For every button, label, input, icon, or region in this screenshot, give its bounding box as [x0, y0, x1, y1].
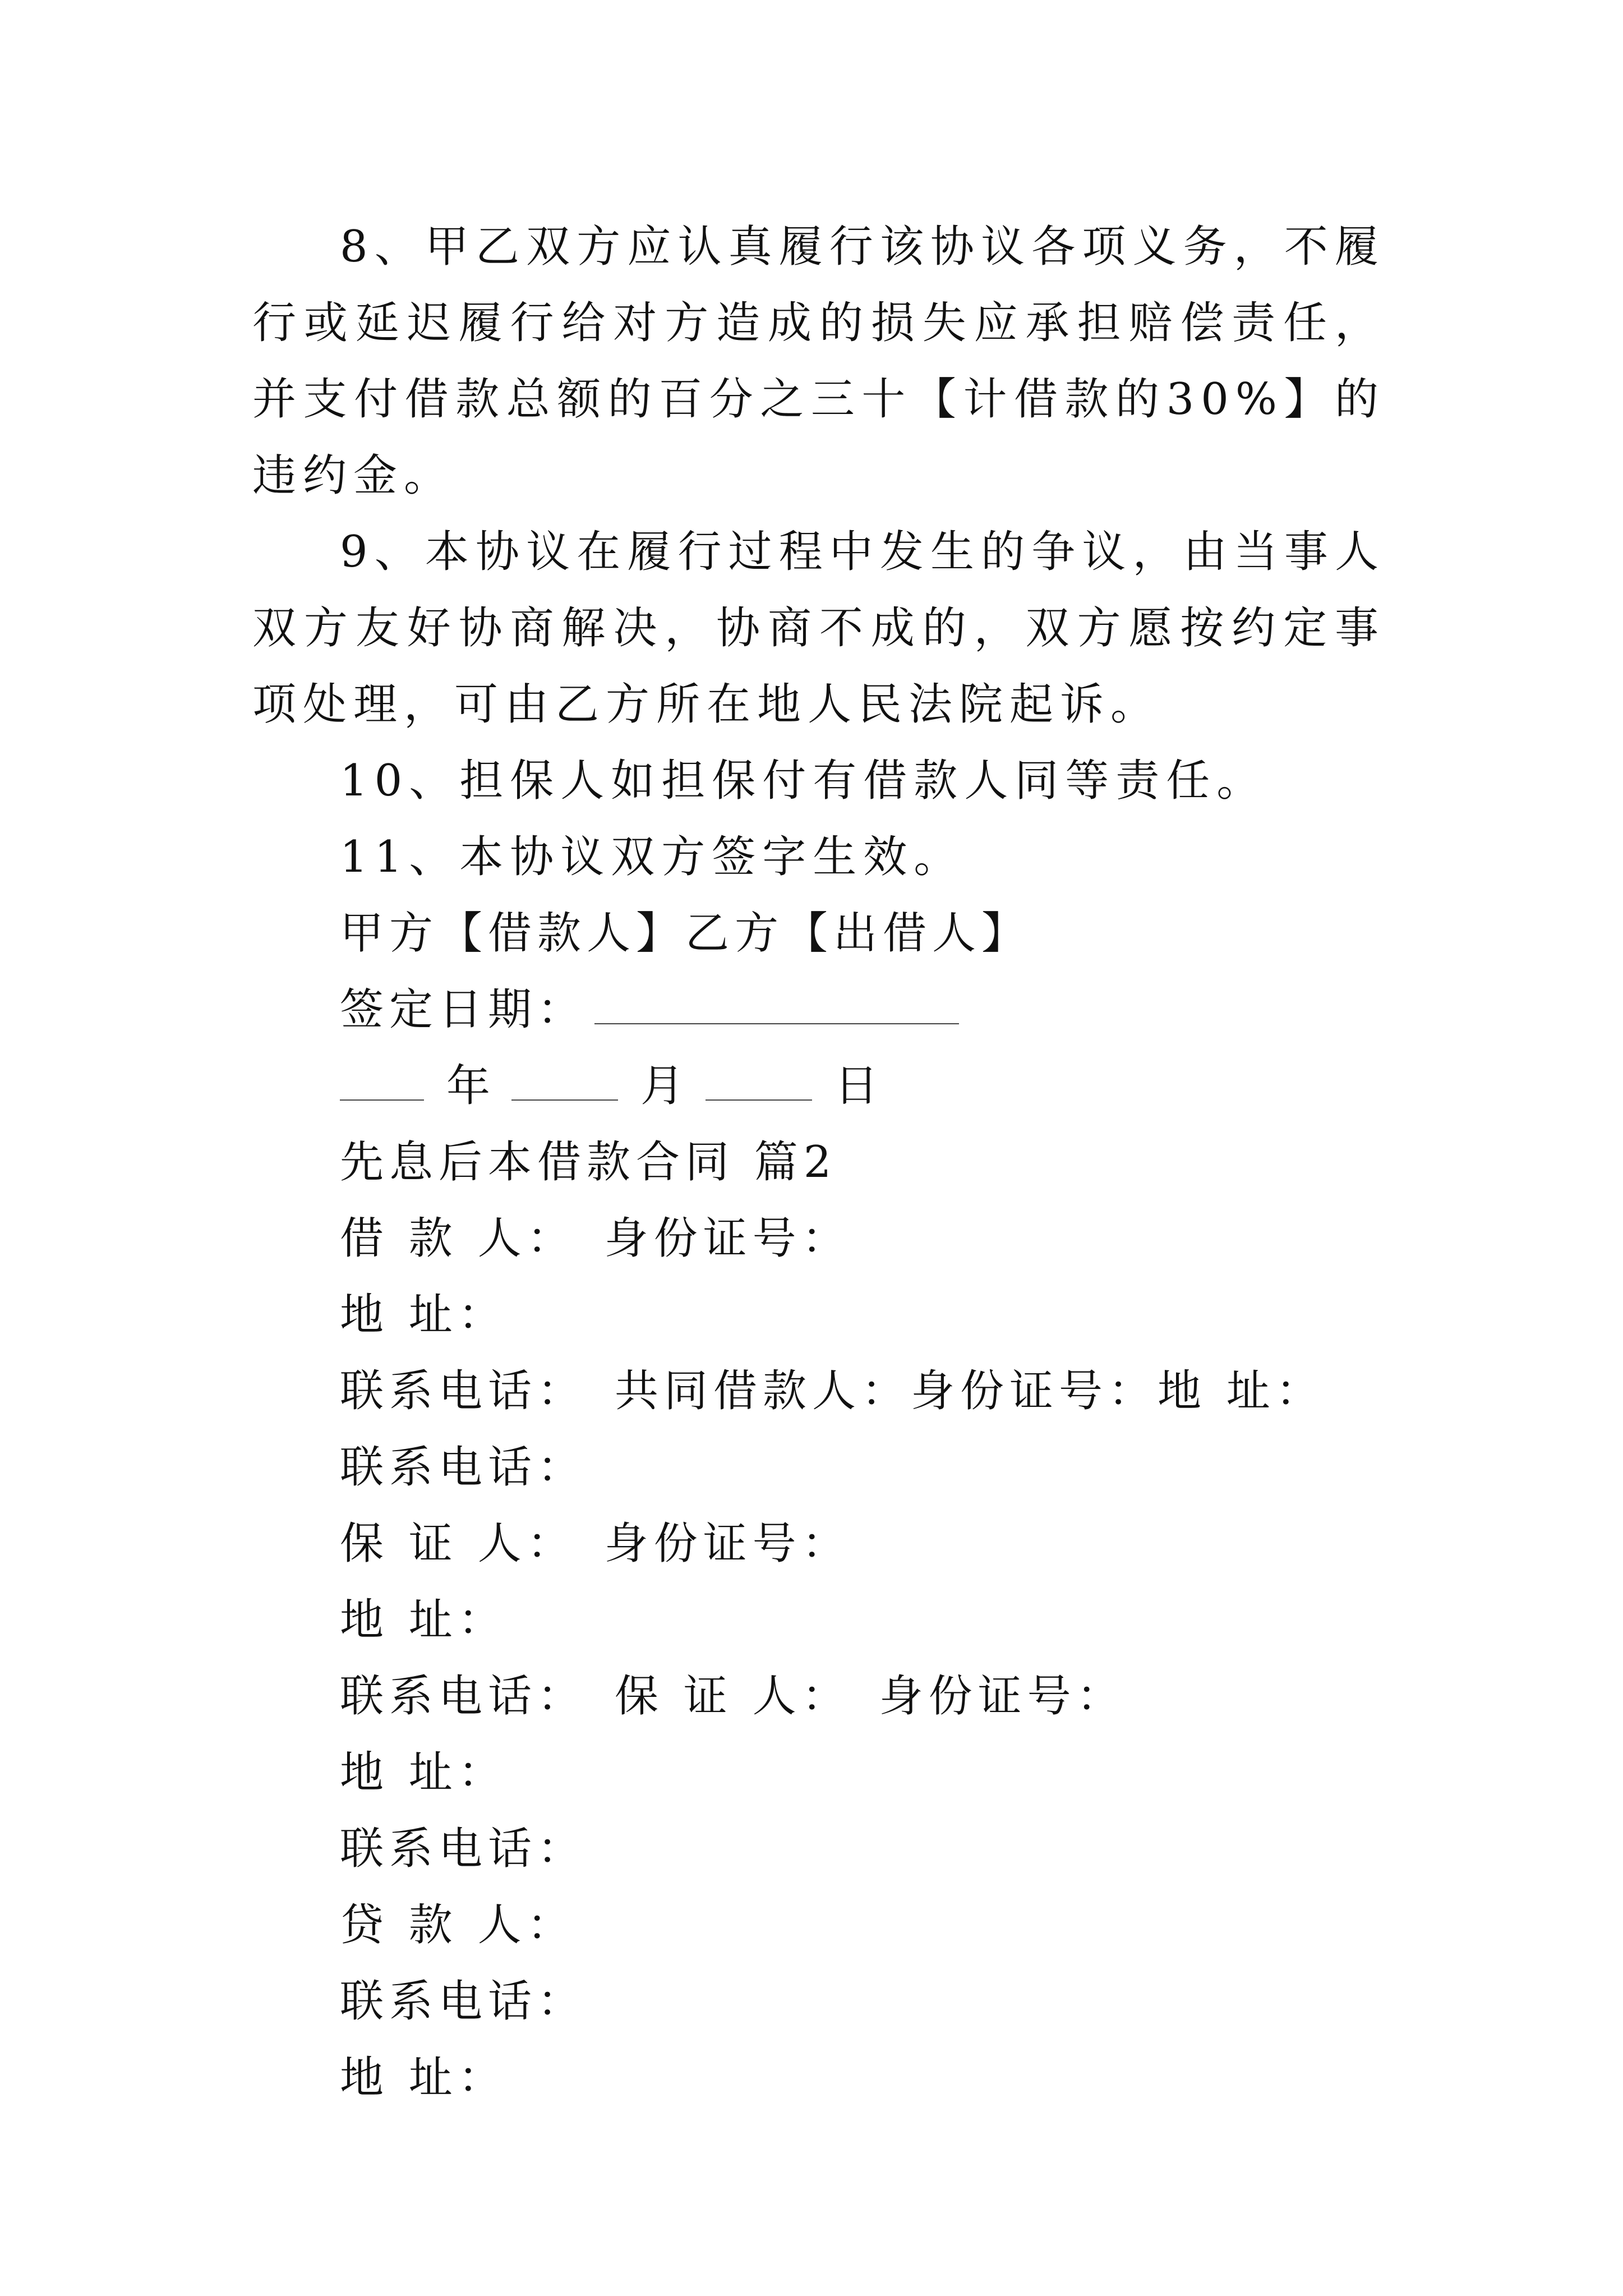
co-borrower-phone: 联系电话：	[340, 1442, 587, 1493]
signature-parties: 甲方【借款人】乙方【出借人】	[340, 908, 1031, 959]
day-label: 日	[834, 1061, 884, 1111]
section-title: 先息后本借款合同 篇2	[340, 1137, 837, 1188]
co-borrower-label: 共同借款人：身份证号：地 址：	[615, 1366, 1325, 1416]
guarantor-phone-label: 联系电话：	[340, 1671, 587, 1722]
document-body	[252, 209, 1385, 2116]
clause-9: 9、本协议在履行过程中发生的争议，由当事人双方友好协商解决，协商不成的，双方愿按约定事项处理，可由乙方所在地人民法院起诉。	[252, 527, 1385, 730]
borrower-address: 地 址：	[340, 1290, 508, 1340]
lender-address: 地 址：	[340, 2053, 508, 2103]
lender-phone: 联系电话：	[340, 1976, 587, 2027]
guarantor2-id-label: 身份证号：	[879, 1671, 1126, 1722]
month-label: 月	[640, 1061, 690, 1111]
signing-date-blank	[594, 990, 959, 1024]
signing-date-label: 签定日期：	[340, 984, 587, 1035]
month-blank	[511, 1066, 618, 1101]
guarantor-line	[252, 1506, 1385, 1582]
date-fields-line	[252, 1048, 1385, 1124]
guarantor-label: 保 证 人：	[340, 1519, 577, 1569]
borrower-phone-label: 联系电话：	[340, 1366, 587, 1416]
clause-8: 8、甲乙双方应认真履行该协议各项义务，不履行或延迟履行给对方造成的损失应承担赔偿责任，并支付借款总额的百分之三十【计借款的30%】的违约金。	[252, 222, 1385, 501]
borrower-line	[252, 1200, 1385, 1277]
clause-11: 11、本协议双方签字生效。	[340, 832, 965, 882]
day-blank	[706, 1066, 812, 1101]
clause-10: 10、担保人如担保付有借款人同等责任。	[340, 756, 1267, 806]
borrower-id-label: 身份证号：	[604, 1213, 851, 1264]
guarantor2-phone: 联系电话：	[340, 1824, 587, 1874]
lender-line: 贷 款 人：	[340, 1900, 577, 1950]
guarantor-phone-line	[252, 1658, 1385, 1734]
guarantor2-address: 地 址：	[340, 1747, 508, 1798]
year-blank	[340, 1066, 424, 1101]
guarantor2-label: 保 证 人：	[615, 1671, 851, 1722]
borrower-label: 借 款 人：	[340, 1213, 577, 1264]
guarantor-id-label: 身份证号：	[604, 1519, 851, 1569]
borrower-phone-line	[252, 1353, 1385, 1429]
signing-date-line	[252, 972, 1385, 1048]
year-label: 年	[446, 1061, 496, 1111]
guarantor-address: 地 址：	[340, 1595, 508, 1645]
